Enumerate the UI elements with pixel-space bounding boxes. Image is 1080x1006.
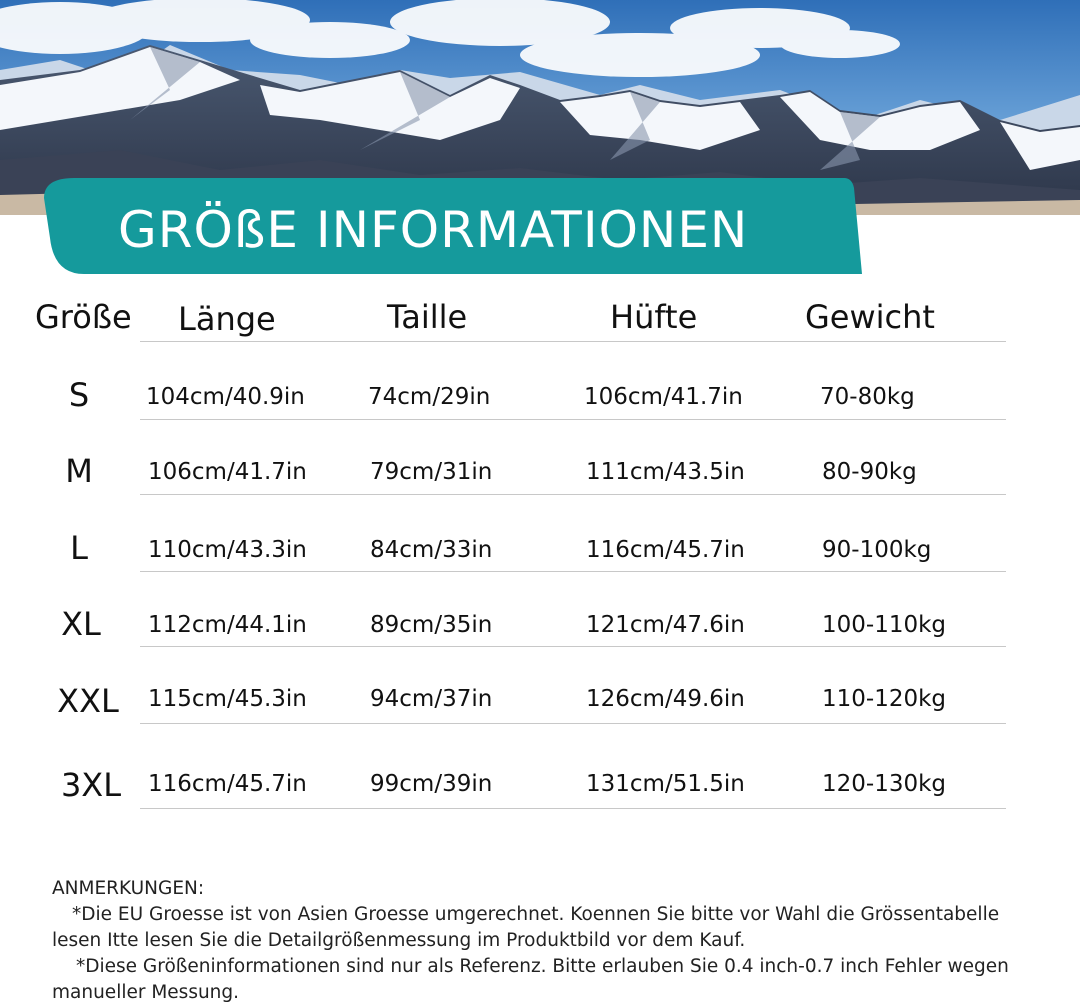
row-divider <box>140 646 1006 647</box>
size-label: L <box>70 529 88 567</box>
header-divider <box>140 341 1006 342</box>
note-line: *Diese Größeninformationen sind nur als Referenz. Bitte erlauben Sie 0.4 inch-0.7 inch Fehler wegen <box>76 956 1009 977</box>
taille-cell: 74cm/29in <box>368 384 491 410</box>
page-title: GRÖßE INFORMATIONEN <box>118 201 749 259</box>
size-label: XL <box>61 605 101 643</box>
header-gewicht: Gewicht <box>805 298 935 336</box>
huefte-cell: 106cm/41.7in <box>584 384 743 410</box>
taille-cell: 99cm/39in <box>370 771 493 797</box>
gewicht-cell: 120-130kg <box>822 771 947 797</box>
note-line: lesen Itte lesen Sie die Detailgrößenmessung im Produktbild vor dem Kauf. <box>52 930 746 951</box>
header-groesse: Größe <box>35 298 132 336</box>
laenge-cell: 115cm/45.3in <box>148 686 307 712</box>
taille-cell: 89cm/35in <box>370 612 493 638</box>
header-huefte: Hüfte <box>610 298 698 336</box>
notes-section <box>52 876 1052 1006</box>
huefte-cell: 131cm/51.5in <box>586 771 745 797</box>
row-divider <box>140 723 1006 724</box>
title-banner <box>44 178 864 274</box>
gewicht-cell: 70-80kg <box>820 384 915 410</box>
row-divider <box>140 808 1006 809</box>
gewicht-cell: 80-90kg <box>822 459 917 485</box>
header-laenge: Länge <box>178 300 276 338</box>
row-divider <box>140 419 1006 420</box>
note-line: manueller Messung. <box>52 982 240 1003</box>
row-divider <box>140 571 1006 572</box>
laenge-cell: 104cm/40.9in <box>146 384 305 410</box>
huefte-cell: 126cm/49.6in <box>586 686 745 712</box>
laenge-cell: 106cm/41.7in <box>148 459 307 485</box>
huefte-cell: 111cm/43.5in <box>586 459 745 485</box>
gewicht-cell: 100-110kg <box>822 612 947 638</box>
size-label: XXL <box>57 682 119 720</box>
size-label: M <box>65 452 93 490</box>
gewicht-cell: 90-100kg <box>822 537 932 563</box>
row-divider <box>140 494 1006 495</box>
laenge-cell: 112cm/44.1in <box>148 612 307 638</box>
header-taille: Taille <box>387 298 468 336</box>
laenge-cell: 116cm/45.7in <box>148 771 307 797</box>
taille-cell: 84cm/33in <box>370 537 493 563</box>
laenge-cell: 110cm/43.3in <box>148 537 307 563</box>
taille-cell: 94cm/37in <box>370 686 493 712</box>
notes-title: ANMERKUNGEN: <box>52 878 205 899</box>
huefte-cell: 116cm/45.7in <box>586 537 745 563</box>
note-line: *Die EU Groesse ist von Asien Groesse umgerechnet. Koennen Sie bitte vor Wahl die Grössentabelle <box>72 904 1000 925</box>
huefte-cell: 121cm/47.6in <box>586 612 745 638</box>
taille-cell: 79cm/31in <box>370 459 493 485</box>
size-label: S <box>68 376 90 414</box>
gewicht-cell: 110-120kg <box>822 686 947 712</box>
size-label: 3XL <box>60 766 122 804</box>
